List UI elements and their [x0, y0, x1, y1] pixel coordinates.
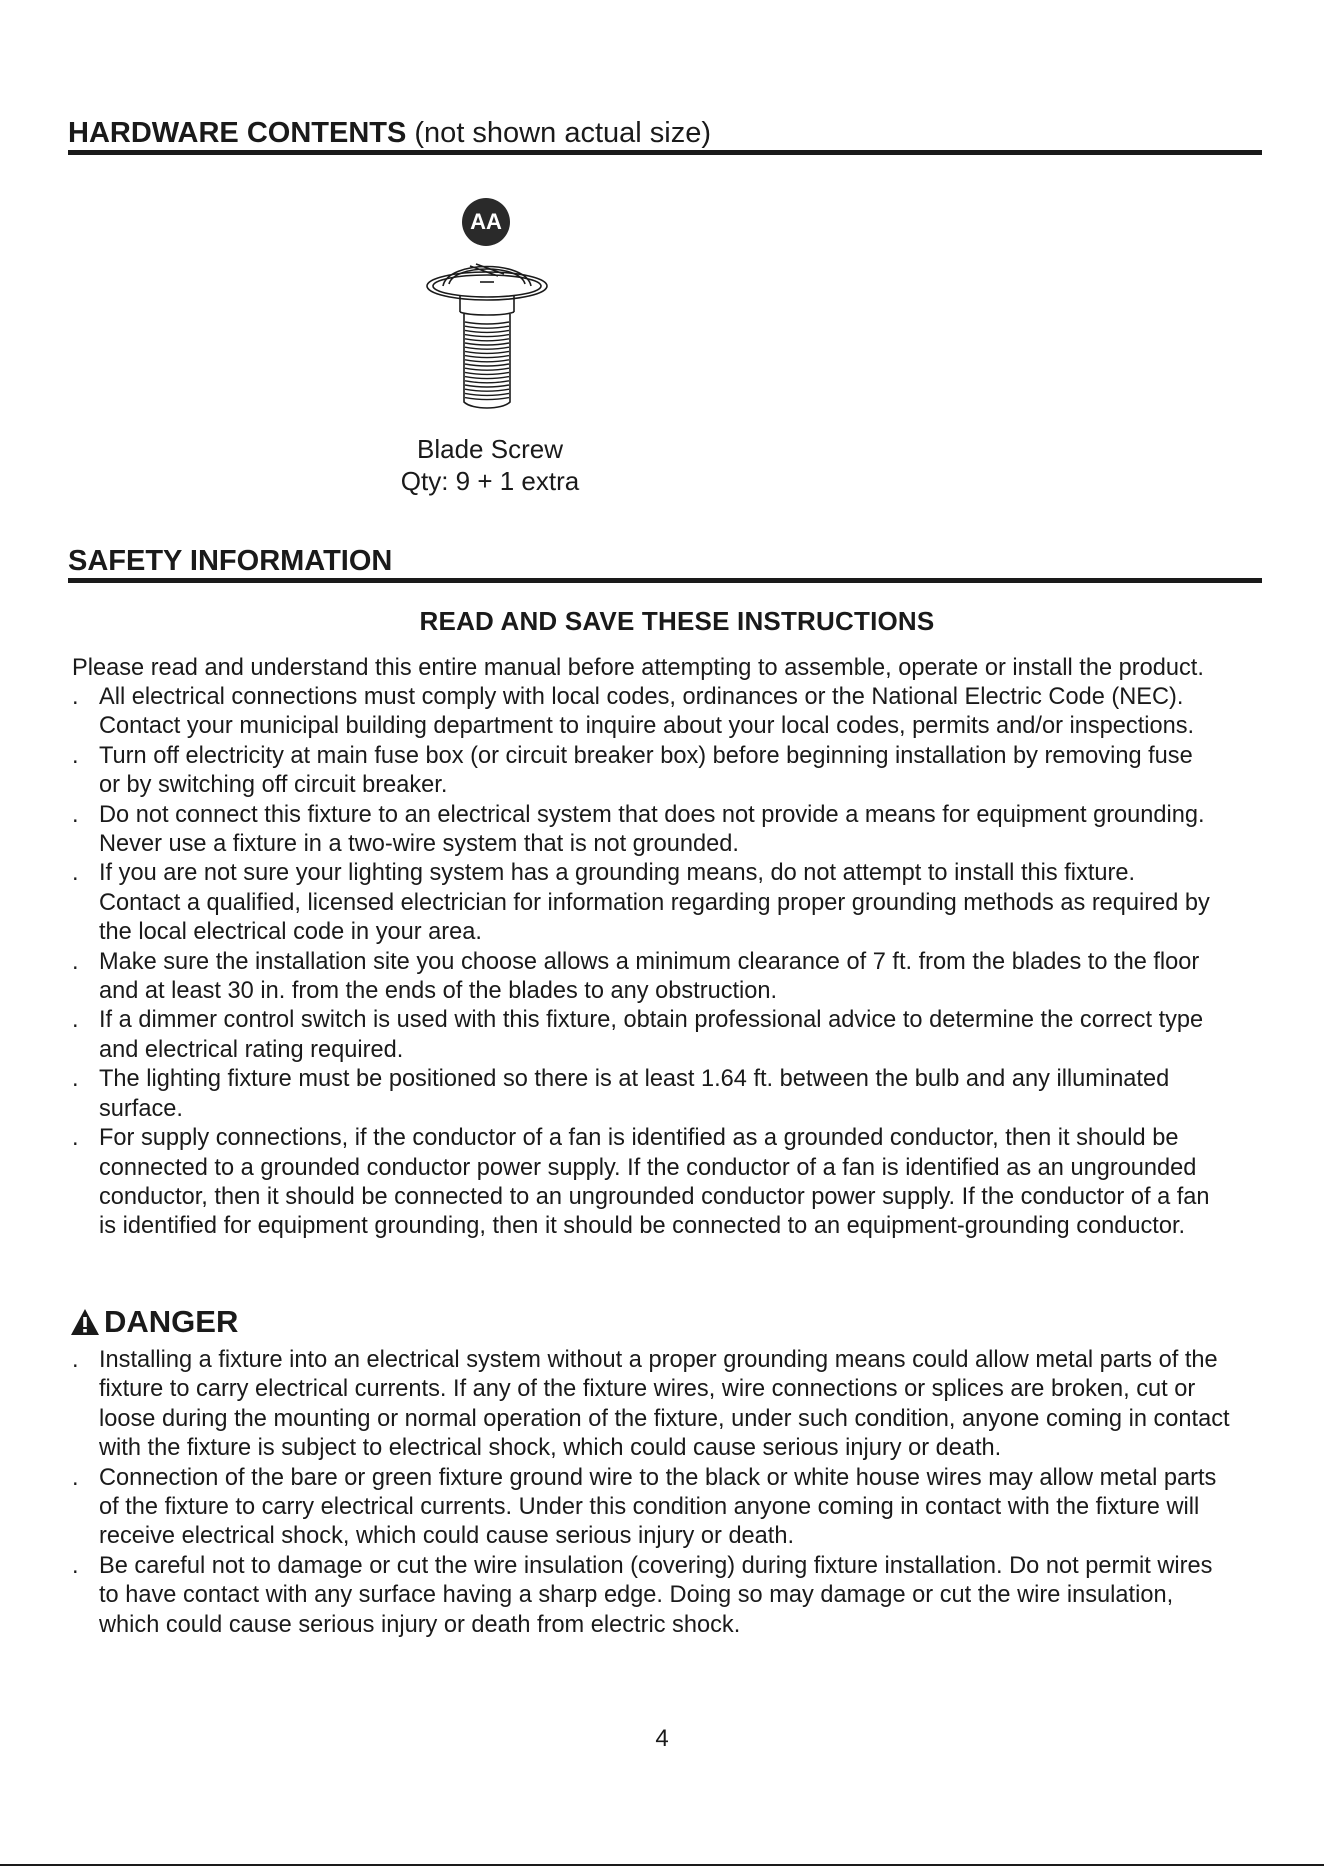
screw-thread: [465, 368, 509, 370]
safety-information-heading: [68, 544, 1262, 583]
safety-item: [0, 1124, 1210, 1242]
screw-thread: [465, 343, 509, 345]
danger-item-line: of the fixture to carry electrical currents. Under this condition anyone coming in contact with the fixture will: [99, 1494, 1200, 1521]
screw-thread: [465, 398, 509, 400]
screw-thread: [465, 385, 509, 387]
screw-thread: [465, 347, 509, 349]
safety-list: [0, 683, 1210, 1242]
part-name: Blade Screw: [417, 434, 563, 464]
safety-item-line: or by switching off circuit breaker.: [99, 772, 448, 799]
screw-thread: [465, 364, 509, 366]
safety-item-line: Make sure the installation site you choose allows a minimum clearance of 7 ft. from the blades to the floor: [99, 948, 1200, 975]
danger-heading-text: DANGER: [104, 1304, 239, 1339]
bullet-dot: .: [72, 948, 79, 975]
danger-item: [0, 1346, 1230, 1464]
danger-list: [0, 1346, 1230, 1640]
danger-item-line: Connection of the bare or green fixture ground wire to the black or white house wires may allow metal parts: [99, 1464, 1217, 1491]
screw-thread: [465, 339, 509, 341]
safety-item-line: is identified for equipment grounding, then it should be connected to an equipment-grounding conductor.: [99, 1213, 1186, 1240]
page-number: 4: [655, 1725, 669, 1752]
part-quantity: Qty: 9 + 1 extra: [400, 466, 580, 496]
safety-item-line: and at least 30 in. from the ends of the blades to any obstruction.: [99, 978, 778, 1005]
danger-item-line: loose during the mounting or normal operation of the fixture, under such condition, anyone coming in contact: [99, 1405, 1230, 1432]
danger-item-line: Be careful not to damage or cut the wire insulation (covering) during fixture installation. Do not permit wires: [99, 1552, 1213, 1579]
danger-item-line: which could cause serious injury or death from electric shock.: [99, 1611, 741, 1638]
bullet-dot: .: [72, 1347, 79, 1373]
safety-item-line: Do not connect this fixture to an electrical system that does not provide a means for equipment grounding.: [99, 801, 1205, 828]
bullet-dot: .: [72, 1552, 79, 1579]
safety-item-line: surface.: [99, 1095, 183, 1122]
screw-thread: [465, 356, 509, 358]
danger-item: [0, 1552, 1230, 1640]
safety-item-line: conductor, then it should be connected to an ungrounded conductor power supply. If the conductor of a fan: [99, 1183, 1210, 1210]
screw-thread: [465, 330, 509, 332]
screw-thread: [465, 326, 509, 328]
bullet-dot: .: [72, 1007, 79, 1034]
screw-icon: [420, 252, 554, 414]
bullet-dot: .: [72, 684, 79, 710]
safety-item-line: and electrical rating required.: [99, 1036, 404, 1063]
safety-item: [0, 742, 1210, 801]
safety-item-line: Never use a fixture in a two-wire system that is not grounded.: [99, 831, 739, 858]
danger-heading: [70, 1304, 238, 1340]
safety-heading-text: SAFETY INFORMATION: [68, 545, 393, 577]
warning-triangle-icon: [70, 1308, 100, 1336]
bullet-dot: .: [72, 1125, 79, 1152]
danger-item-line: to have contact with any surface having a sharp edge. Doing so may damage or cut the wire insulation,: [99, 1582, 1174, 1609]
safety-item-line: connected to a grounded conductor power supply. If the conductor of a fan is identified as an ungrounded: [99, 1154, 1197, 1181]
danger-item-line: receive electrical shock, which could cause serious injury or death.: [99, 1523, 795, 1550]
danger-item-line: fixture to carry electrical currents. If any of the fixture wires, wire connections or splices are broken, cut or: [99, 1376, 1196, 1403]
safety-item-line: The lighting fixture must be positioned so there is at least 1.64 ft. between the bulb and any illuminated: [99, 1066, 1170, 1093]
safety-item: [0, 683, 1210, 742]
bullet-dot: .: [72, 1066, 79, 1093]
part-badge: AA: [462, 198, 510, 246]
safety-item-line: If a dimmer control switch is used with this fixture, obtain professional advice to determine the correct type: [99, 1007, 1204, 1034]
safety-item-line: All electrical connections must comply with local codes, ordinances or the National Electric Code (NEC).: [99, 684, 1184, 710]
safety-item: [0, 1006, 1210, 1065]
screw-thread: [465, 389, 509, 391]
safety-item: [0, 859, 1210, 947]
screw-thread: [465, 360, 509, 362]
hardware-contents-heading: [68, 116, 1262, 155]
screw-thread: [465, 322, 509, 324]
bullet-dot: .: [72, 860, 79, 887]
safety-item-line: Contact your municipal building department to inquire about your local codes, permits and/or inspections.: [99, 713, 1195, 740]
bottom-rule: [0, 1864, 1324, 1866]
bullet-dot: .: [72, 742, 79, 769]
safety-item: [0, 801, 1210, 860]
hardware-heading-note: (not shown actual size): [406, 117, 711, 149]
read-and-save-instructions: READ AND SAVE THESE INSTRUCTIONS: [419, 606, 935, 636]
safety-item-line: If you are not sure your lighting system has a grounding means, do not attempt to install this fixture.: [99, 860, 1136, 887]
screw-thread: [465, 377, 509, 379]
bullet-dot: .: [72, 801, 79, 828]
screw-thread: [465, 381, 509, 383]
screw-thread: [465, 335, 509, 337]
safety-intro: Please read and understand this entire manual before attempting to assemble, operate or install the product.: [72, 655, 1204, 681]
safety-item-line: Turn off electricity at main fuse box (or circuit breaker box) before beginning installation by removing fuse: [99, 742, 1193, 769]
safety-item-line: For supply connections, if the conductor of a fan is identified as a grounded conductor, then it should be: [99, 1125, 1179, 1152]
screw-thread: [465, 372, 509, 374]
screw-thread: [465, 393, 509, 395]
danger-item: [0, 1464, 1230, 1552]
safety-item: [0, 1065, 1210, 1124]
danger-item-line: with the fixture is subject to electrical shock, which could cause serious injury or death.: [99, 1435, 1002, 1462]
safety-item: [0, 948, 1210, 1007]
danger-item-line: Installing a fixture into an electrical system without a proper grounding means could allow metal parts of the: [99, 1347, 1218, 1373]
hardware-heading-bold: HARDWARE CONTENTS: [68, 117, 407, 149]
screw-thread: [465, 351, 509, 353]
bullet-dot: .: [72, 1464, 79, 1491]
safety-item-line: Contact a qualified, licensed electrician for information regarding proper grounding methods as required by: [99, 889, 1210, 916]
safety-item-line: the local electrical code in your area.: [99, 919, 482, 946]
